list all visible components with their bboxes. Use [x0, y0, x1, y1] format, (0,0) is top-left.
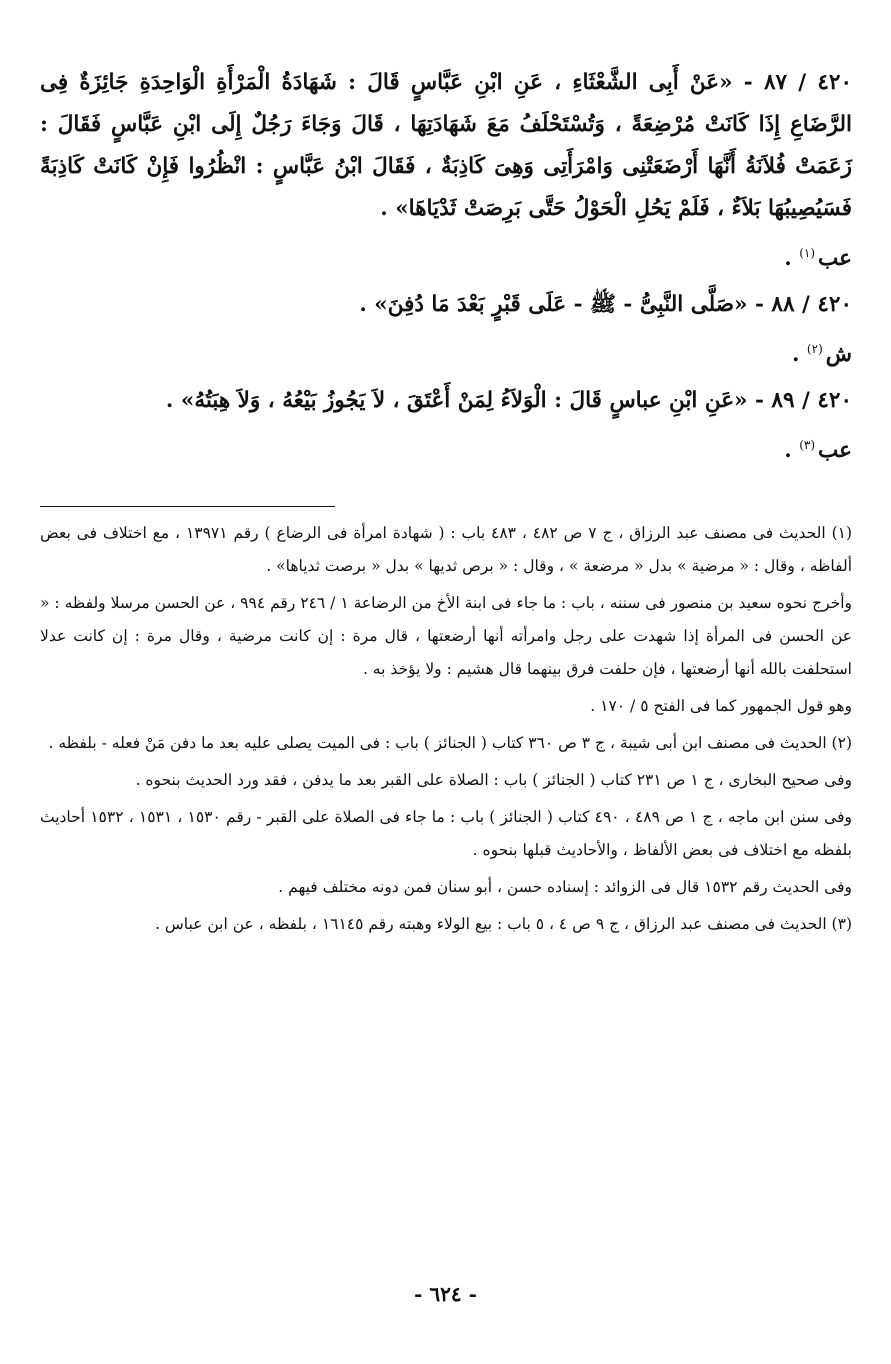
footnote-paragraph: (١) الحديث فى مصنف عبد الرزاق ، ج ٧ ص ٤٨٢ ، ٤٨٣ باب : ( شهادة امرأة فى الرضاع ) رقم ١٣٩٧١ ، مع اختلاف فى بعض ألفاظه ، وقال : « مرضية » بدل « مرضعة » ، وقال : « برص ثديها » بدل « برصت ثدياها» .: [40, 524, 853, 575]
entry-text: «عَنِ ابْنِ عباسٍ قَالَ : الْوَلاَءُ لِمَنْ أَعْتَقَ ، لاَ يَجُوزُ بَيْعُهُ ، وَلاَ هِبَتُهُ» .: [165, 388, 748, 413]
page-body: [40, 62, 852, 945]
footnote-paragraph: وفى الحديث رقم ١٥٣٢ قال فى الزوائد : إسناده حسن ، أبو سنان فمن دونه مختلف فيهم .: [278, 878, 852, 896]
hadith-entry-87: ٤٢٠ / ٨٧ - «عَنْ أَبِى الشَّعْثَاءِ ، عَنِ ابْنِ عَبَّاسٍ قَالَ : شَهَادَةُ الْمَرْأَةِ الْوَاحِدَةِ جَائِزَةٌ فِى الرَّضَاعِ إِذَا كَانَتْ مُرْضِعَةً ، وَتُسْتَحْلَفُ مَعَ شَهَادَتِهَا ، قَالَ وَجَاءَ رَجُلٌ إِلَى ابْنِ عَبَّاسٍ فَقَالَ : زَعَمَتْ فُلاَنَةُ أَنَّهَا أَرْضَعَتْنِى وَامْرَأَتِى وَهِىَ كَاذِبَةٌ ، فَقَالَ ابْنُ عَبَّاسٍ : انْظُرُوا فَإِنْ كَانَتْ كَاذِبَةً فَسَيُصِيبُهَا بَلاَءٌ ، فَلَمْ يَحُلِ الْحَوْلُ حَتَّى بَرِصَتْ ثَدْيَاهَا» .: [40, 70, 852, 221]
footnote-paragraph: وأخرج نحوه سعيد بن منصور فى سننه ، باب : ما جاء فى ابنة الأخ من الرضاعة ١ / ٢٤٦ رقم ٩٩٤ ، عن الحسن مرسلا ولفظه : « عن الحسن فى المرأة إذا شهدت على رجل وامرأته أنها أرضعتها ، قال مرة : إن كانت مرضية ، وقال مرة : إن كانت عدلا استحلفت بالله أنها أرضعتها ، فإن حلفت فرق بينهما قال هشيم : ولا يؤخذ به .: [40, 594, 852, 678]
entry-source-line: ش$^{(٢)}$ .: [791, 342, 852, 367]
page-number: - ٦٢٤ -: [414, 1282, 477, 1306]
entry-source-line: عب$^{(٣)}$ .: [784, 438, 852, 463]
entry-source: ش: [825, 342, 852, 367]
entry-number: ٤٢٠ / ٨٧: [763, 70, 852, 95]
footnote-paragraph: (٢) الحديث فى مصنف ابن أبى شيبة ، ج ٣ ص ٣٦٠ كتاب ( الجنائز ) باب : فى الميت يصلى عليه بعد ما دفن مَنْ فعله - بلفظه .: [48, 734, 852, 752]
entry-source: عب: [818, 438, 852, 463]
footnote-paragraph: (٣) الحديث فى مصنف عبد الرزاق ، ج ٩ ص ٤ ، ٥ باب : بيع الولاء وهبته رقم ١٦١٤٥ ، بلفظه ، عن ابن عباس .: [155, 915, 852, 933]
entry-number: ٤٢٠ / ٨٩: [771, 388, 852, 413]
hadith-entry-88: ٤٢٠ / ٨٨ - «صَلَّى النَّبِىُّ - ﷺ - عَلَى قَبْرٍ بَعْدَ مَا دُفِنَ» .: [359, 292, 852, 317]
entry-source: عب: [818, 246, 852, 271]
footnote-paragraph: وهو قول الجمهور كما فى الفتح ٥ / ١٧٠ .: [590, 697, 852, 715]
footnote-ref: (٢): [806, 342, 823, 356]
footnote-separator: [40, 506, 852, 507]
hadith-entries: [40, 62, 852, 472]
separator-line: [40, 506, 335, 507]
entry-text: «عَنْ أَبِى الشَّعْثَاءِ ، عَنِ ابْنِ عَبَّاسٍ قَالَ : شَهَادَةُ الْمَرْأَةِ الْوَاحِدَةِ جَائِزَةٌ فِى الرَّضَاعِ إِذَا كَانَتْ مُرْضِعَةً ، وَتُسْتَحْلَفُ مَعَ شَهَادَتِهَا ، قَالَ وَجَاءَ رَجُلٌ إِلَى ابْنِ عَبَّاسٍ فَقَالَ : زَعَمَتْ فُلاَنَةُ أَنَّهَا أَرْضَعَتْنِى وَامْرَأَتِى وَهِىَ كَاذِبَةٌ ، فَقَالَ ابْنُ عَبَّاسٍ : انْظُرُوا فَإِنْ كَانَتْ كَاذِبَةً فَسَيُصِيبُهَا بَلاَءٌ ، فَلَمْ يَحُلِ الْحَوْلُ حَتَّى بَرِصَتْ ثَدْيَاهَا» .: [40, 70, 852, 221]
hadith-entry-89: ٤٢٠ / ٨٩ - «عَنِ ابْنِ عباسٍ قَالَ : الْوَلاَءُ لِمَنْ أَعْتَقَ ، لاَ يَجُوزُ بَيْعُهُ ، وَلاَ هِبَتُهُ» .: [165, 388, 852, 413]
entry-text: «صَلَّى النَّبِىُّ - ﷺ - عَلَى قَبْرٍ بَعْدَ مَا دُفِنَ» .: [359, 292, 748, 317]
footnote-paragraph: وفى سنن ابن ماجه ، ج ١ ص ٤٨٩ ، ٤٩٠ كتاب ( الجنائز ) باب : ما جاء فى الصلاة على القبر - رقم ١٥٣٠ ، ١٥٣١ ، ١٥٣٢ أحاديث بلفظه مع اختلاف فى بعض الألفاظ ، والأحاديث قبلها بنحوه .: [40, 808, 852, 859]
footnote-paragraph: وفى صحيح البخارى ، ج ١ ص ٢٣١ كتاب ( الجنائز ) باب : الصلاة على القبر بعد ما يدفن ، فقد ورد الحديث بنحوه .: [135, 771, 852, 789]
footnotes: [40, 517, 852, 941]
entry-source-line: عب$^{(١)}$ .: [784, 246, 852, 271]
footnote-ref: (٣): [799, 438, 816, 452]
footnote-ref: (١): [799, 246, 816, 260]
entry-number: ٤٢٠ / ٨٨: [771, 292, 852, 317]
